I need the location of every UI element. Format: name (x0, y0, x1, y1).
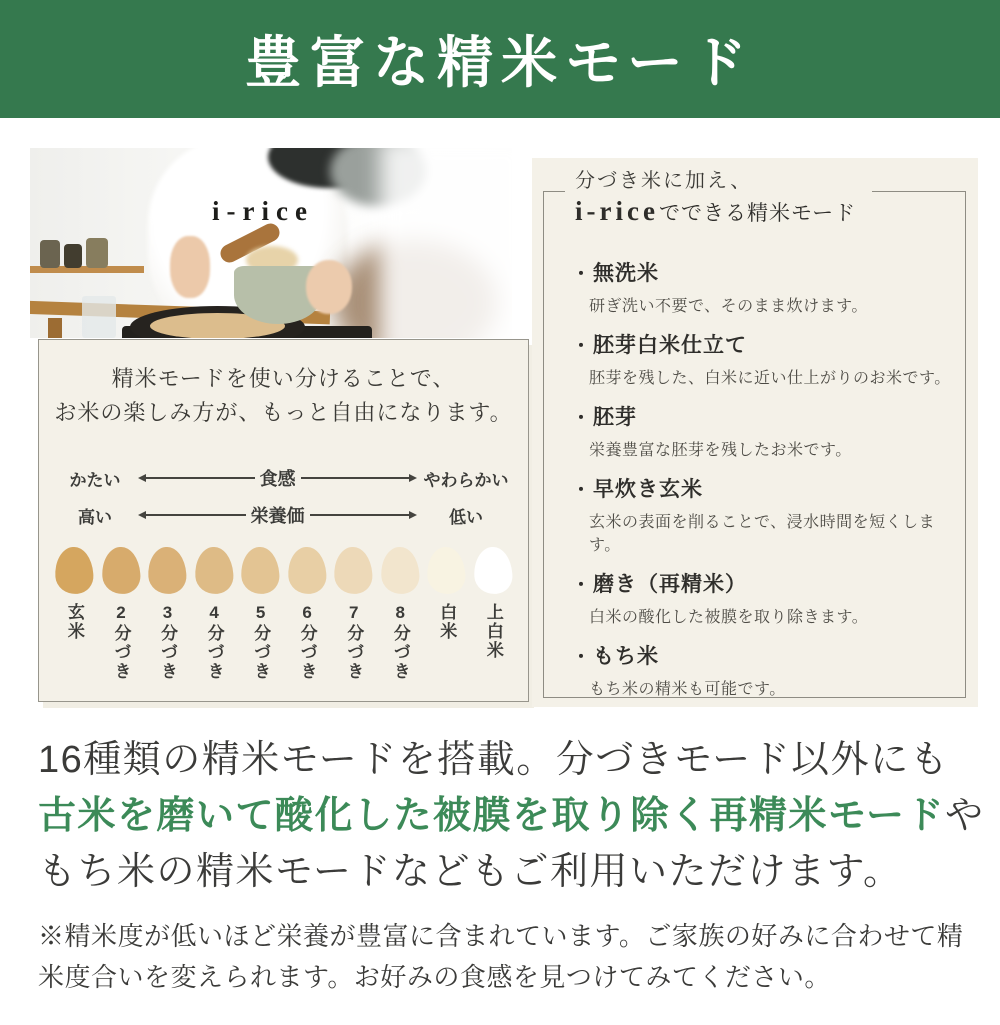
modes-panel (532, 158, 978, 707)
rice-grain-icon (53, 546, 94, 596)
grain-cell (472, 547, 514, 699)
mode-item (572, 257, 952, 316)
rice-grain-icon (472, 546, 513, 596)
photo-glass (82, 296, 116, 338)
summary-line1: 16種類の精米モードを搭載。分づきモード以外にも (38, 739, 950, 781)
rice-grain-icon (426, 546, 467, 596)
mode-name: ・ 無洗米 (572, 257, 952, 287)
rice-grain-icon (333, 546, 374, 596)
arrow-right-icon (409, 474, 417, 482)
summary-line2-tail: や (944, 795, 985, 837)
grain-cell (53, 547, 95, 699)
grain-scale (39, 547, 528, 699)
grain-cell (239, 547, 281, 699)
brand-logo: i-rice (212, 196, 314, 226)
guide-title (39, 340, 528, 430)
axes-diagram (39, 464, 528, 529)
grain-label: 2分づき (111, 603, 131, 681)
grain-label: 白米 (437, 603, 457, 641)
rice-grain-icon (240, 546, 281, 596)
grain-label: 5分づき (251, 603, 271, 681)
rice-grain-icon (147, 546, 188, 596)
axis-center-label: 食感 (259, 469, 296, 489)
brand-name: i-rice (575, 196, 659, 226)
axis-line (146, 477, 255, 479)
mode-description: 玄米の表面を削ることで、浸水時間を短くします。 (589, 514, 936, 554)
summary-highlight: 古米を磨いて酸化した被膜を取り除く再精米モード (38, 795, 945, 837)
axis-line (146, 514, 246, 516)
summary-text (38, 732, 988, 900)
modes-title-line1: 分づき米に加え、 (575, 170, 753, 192)
grain-label: 8分づき (390, 603, 410, 681)
arrow-left-icon (138, 511, 146, 519)
modes-title-rest: でできる精米モード (658, 201, 857, 225)
mode-item (572, 329, 952, 388)
grain-label: 玄米 (64, 603, 84, 641)
grain-cell (193, 547, 235, 699)
axis-line (301, 477, 410, 479)
axis-row (52, 501, 515, 529)
axis-right-label: やわらかい (423, 470, 509, 490)
kitchen-photo (30, 148, 512, 338)
mode-name: ・ 早炊き玄米 (572, 473, 952, 503)
mode-item (572, 473, 952, 555)
rice-grain-icon (379, 546, 420, 596)
mode-description: 白米の酸化した被膜を取り除きます。 (589, 609, 869, 626)
grain-cell (332, 547, 374, 699)
grain-cell (379, 547, 421, 699)
arrow-right-icon (409, 511, 417, 519)
modes-panel-title (565, 162, 872, 231)
mode-name: ・ 胚芽白米仕立て (572, 329, 952, 359)
footnote-text: ※精米度が低いほど栄養が豊富に含まれています。ご家族の好みに合わせて精米度合いを変えられます。お好みの食感を見つけてみてください。 (38, 921, 964, 992)
photo-spice-jar (64, 244, 82, 268)
axis-left-label: 高い (78, 507, 112, 527)
guide-title-line1: 精米モードを使い分けることで、 (111, 366, 456, 391)
grain-label: 上白米 (483, 603, 503, 660)
axis-line (310, 514, 410, 516)
mode-description: 研ぎ洗い不要で、そのまま炊けます。 (589, 298, 868, 315)
photo-counter-leg (48, 318, 62, 338)
grain-cell (100, 547, 142, 699)
grain-cell (425, 547, 467, 699)
mode-item (572, 401, 952, 460)
mode-name: ・ 磨き（再精米） (572, 568, 952, 598)
photo-left-arm (170, 236, 210, 298)
mode-description: もち米の精米も可能です。 (589, 681, 786, 698)
mode-name: ・ もち米 (572, 640, 952, 670)
photo-spice-jar (86, 238, 108, 268)
arrow-left-icon (138, 474, 146, 482)
modes-title-line2 (575, 196, 856, 227)
photo-right-arm (306, 260, 352, 314)
rice-grain-icon (193, 546, 234, 596)
section-banner (0, 0, 1000, 118)
grain-cell (286, 547, 328, 699)
axis-row (52, 464, 515, 492)
grain-cell (146, 547, 188, 699)
grain-label: 4分づき (204, 603, 224, 681)
rice-grain-icon (100, 546, 141, 596)
grain-label: 7分づき (344, 603, 364, 681)
mode-item (572, 568, 952, 627)
photo-blur-highlight (380, 148, 512, 338)
section-title: 豊富な精米モード (245, 31, 755, 94)
guide-title-line2: お米の楽しみ方が、もっと自由になります。 (54, 400, 513, 425)
summary-line3: もち米の精米モードなどもご利用いただけます。 (38, 851, 903, 893)
milling-guide-panel (38, 339, 529, 702)
axis-center-label: 栄養価 (250, 506, 305, 526)
axis-right-label: 低い (449, 507, 483, 527)
mode-list (572, 257, 952, 699)
rice-grain-icon (286, 546, 327, 596)
grain-label: 3分づき (158, 603, 178, 681)
mode-name: ・ 胚芽 (572, 401, 952, 431)
photo-spice-jar (40, 240, 60, 268)
mode-description: 栄養豊富な胚芽を残したお米です。 (589, 442, 852, 459)
mode-description: 胚芽を残した、白米に近い仕上がりのお米です。 (589, 370, 951, 387)
grain-label: 6分づき (297, 603, 317, 681)
axis-left-label: かたい (69, 470, 121, 490)
mode-item (572, 640, 952, 699)
